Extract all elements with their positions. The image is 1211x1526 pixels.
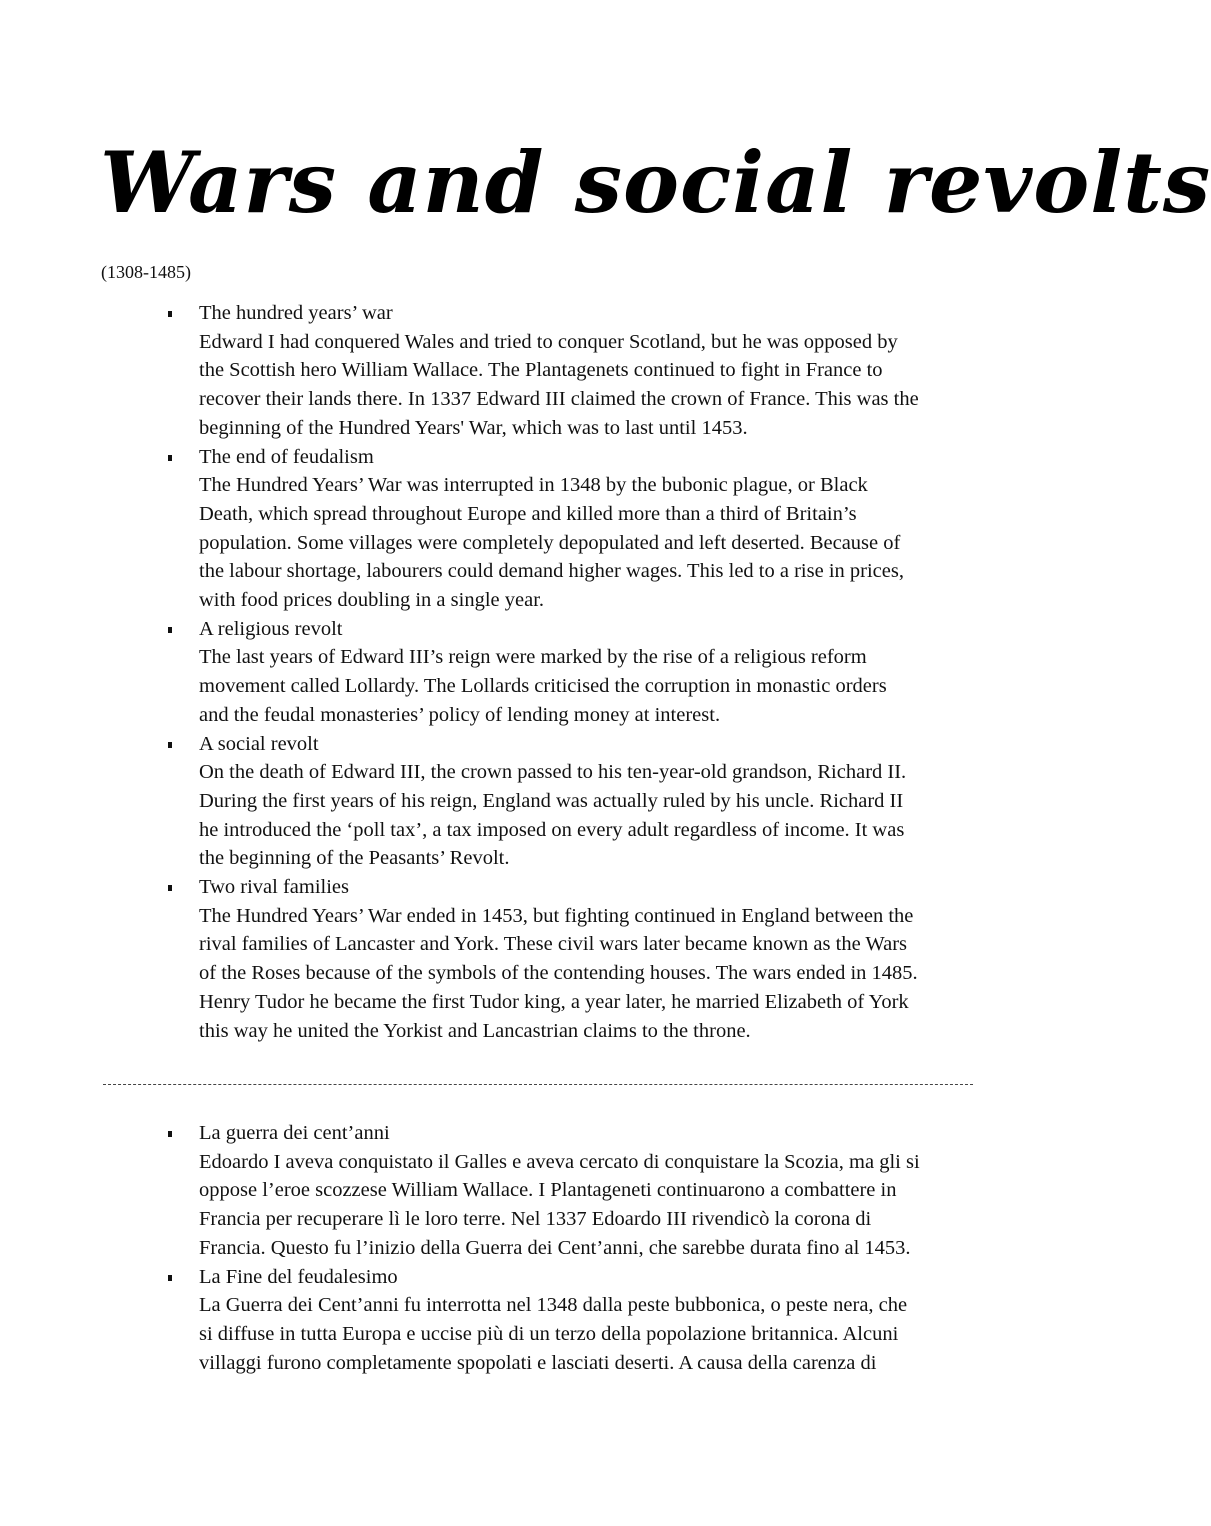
item-text-line: Edward I had conquered Wales and tried to conquer Scotland, but he was opposed by: [199, 330, 898, 353]
list-item: [160, 1263, 960, 1378]
item-text-line: recover their lands there. In 1337 Edward III claimed the crown of France. This was the: [199, 388, 919, 411]
list-item: [160, 1119, 960, 1263]
bullet-icon: [168, 455, 172, 461]
section-divider: [103, 1084, 973, 1085]
item-text-line: Death, which spread throughout Europe and killed more than a third of Britain’s: [199, 502, 857, 525]
bullet-icon: [168, 1131, 172, 1137]
item-text-line: the labour shortage, labourers could demand higher wages. This led to a rise in prices,: [199, 560, 904, 583]
item-text-line: rival families of Lancaster and York. These civil wars later became known as the Wars: [199, 933, 908, 956]
item-text-line: si diffuse in tutta Europa e uccise più di un terzo della popolazione britannica. Alcuni: [199, 1322, 899, 1345]
list-item: [160, 443, 960, 615]
item-title: A social revolt: [199, 732, 319, 755]
date-range: (1308-1485): [101, 262, 191, 282]
item-text-line: Francia. Questo fu l’inizio della Guerra dei Cent’anni, che sarebbe durata fino al 1453.: [199, 1236, 911, 1259]
bullet-icon: [168, 1275, 172, 1281]
list-item: [160, 873, 960, 1045]
item-text-line: population. Some villages were completely depopulated and left deserted. Because of: [199, 531, 901, 554]
bullet-icon: [168, 885, 172, 891]
item-text-line: with food prices doubling in a single year.: [199, 589, 545, 612]
item-text-line: and the feudal monasteries’ policy of lending money at interest.: [199, 703, 721, 726]
italian-section: [160, 1119, 960, 1377]
item-text-line: movement called Lollardy. The Lollards criticised the corruption in monastic orders: [199, 675, 887, 698]
item-title: La Fine del feudalesimo: [199, 1265, 398, 1288]
item-text-line: this way he united the Yorkist and Lancastrian claims to the throne.: [199, 1019, 751, 1042]
list-item: [160, 615, 960, 730]
item-title: The end of feudalism: [199, 445, 374, 468]
bullet-icon: [168, 311, 172, 317]
english-section: [160, 299, 960, 1045]
item-title: Two rival families: [199, 876, 349, 899]
item-title: La guerra dei cent’anni: [199, 1122, 390, 1144]
list-item: [160, 299, 960, 443]
list-item: [160, 730, 960, 874]
item-text-line: villaggi furono completamente spopolati e lasciati deserti. A causa della carenza di: [199, 1351, 877, 1374]
item-text-line: The last years of Edward III’s reign were marked by the rise of a religious reform: [199, 646, 867, 669]
item-text-line: Francia per recuperare lì le loro terre. Nel 1337 Edoardo III rivendicò la corona di: [199, 1208, 872, 1231]
item-text-line: of the Roses because of the symbols of the contending houses. The wars ended in 1485.: [199, 962, 918, 985]
bullet-icon: [168, 742, 172, 748]
item-text-line: he introduced the ‘poll tax’, a tax imposed on every adult regardless of income. It was: [199, 818, 905, 841]
item-text-line: La Guerra dei Cent’anni fu interrotta nel 1348 dalla peste bubbonica, o peste nera, che: [199, 1294, 908, 1317]
item-text-line: The Hundred Years’ War was interrupted in 1348 by the bubonic plague, or Black: [199, 474, 868, 497]
item-text-line: On the death of Edward III, the crown passed to his ten-year-old grandson, Richard II.: [199, 761, 907, 784]
item-title: The hundred years’ war: [199, 302, 393, 324]
item-text-line: the beginning of the Peasants’ Revolt.: [199, 847, 510, 870]
item-text-line: Edoardo I aveva conquistato il Galles e aveva cercato di conquistare la Scozia, ma gli si: [199, 1150, 920, 1173]
item-text-line: The Hundred Years’ War ended in 1453, but fighting continued in England between the: [199, 904, 914, 927]
item-text-line: Henry Tudor he became the first Tudor king, a year later, he married Elizabeth of York: [199, 990, 909, 1013]
item-text-line: beginning of the Hundred Years' War, which was to last until 1453.: [199, 416, 748, 439]
item-text-line: oppose l’eroe scozzese William Wallace. I Plantageneti continuarono a combattere in: [199, 1179, 897, 1202]
bullet-icon: [168, 627, 172, 633]
page-title: Wars and social revolts: [100, 133, 1211, 232]
item-text-line: the Scottish hero William Wallace. The Plantagenets continued to fight in France to: [199, 359, 883, 382]
item-title: A religious revolt: [199, 617, 343, 640]
item-text-line: During the first years of his reign, England was actually ruled by his uncle. Richard II: [199, 789, 904, 812]
